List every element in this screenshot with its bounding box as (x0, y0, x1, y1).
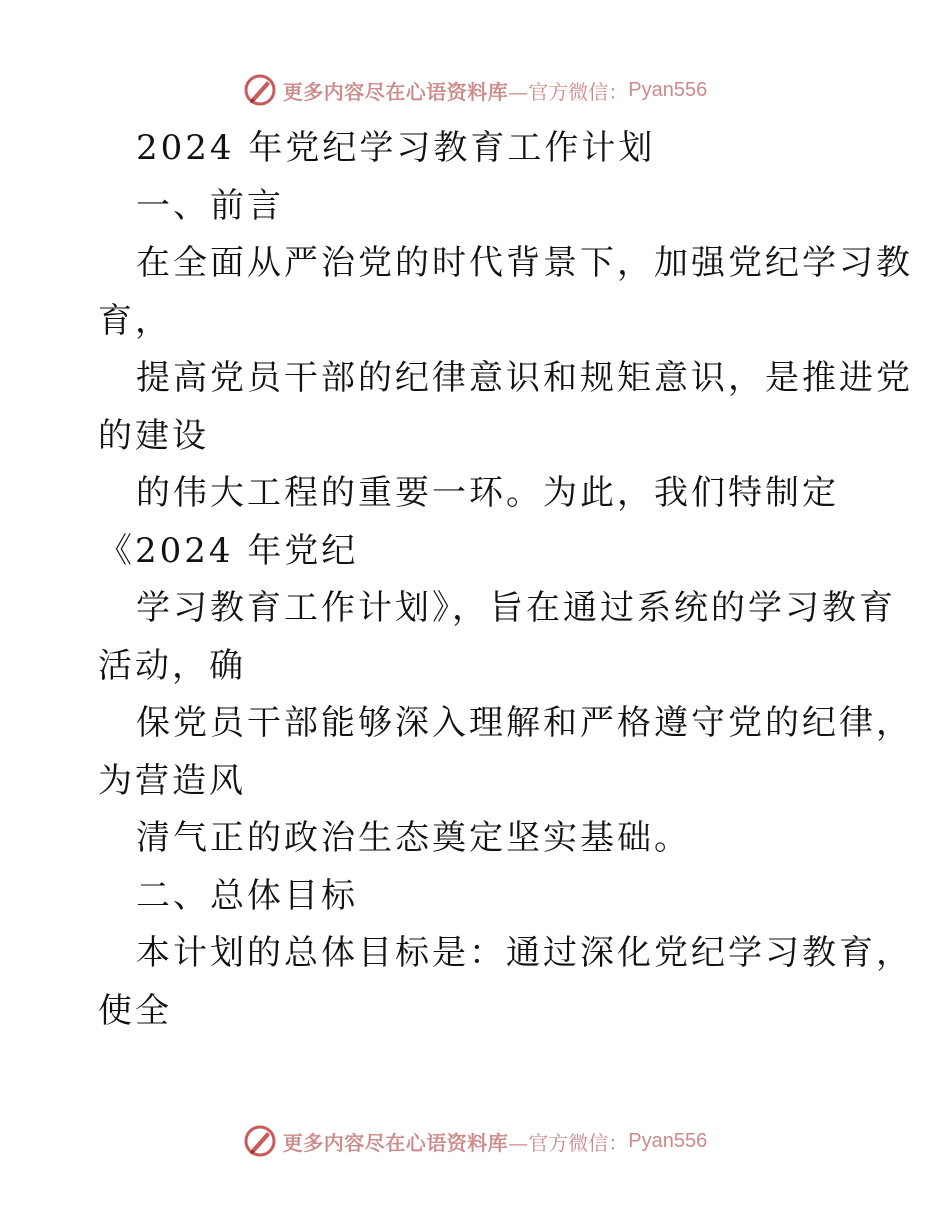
text-line: 的建设 (98, 415, 209, 456)
watermark-separator: —官方微信： (508, 79, 629, 104)
text-line: 《2024 年党纪 (98, 530, 359, 571)
header-watermark (0, 68, 950, 112)
text-line: 为营造风 (98, 760, 246, 801)
text-line: 本计划的总体目标是：通过深化党纪学习教育， (136, 933, 913, 973)
document-title: 2024 年党纪学习教育工作计划 (136, 128, 656, 168)
footer-watermark (0, 1119, 950, 1163)
text-line: 二、总体目标 (136, 875, 358, 916)
text-line: 育， (98, 300, 172, 341)
text-line: 提高党员干部的纪律意识和规矩意识，是推进党 (136, 358, 913, 398)
watermark-text: 更多内容尽在心语资料库 (282, 79, 509, 104)
text-line: 活动，确 (98, 645, 246, 686)
watermark-separator: —官方微信： (508, 1130, 629, 1155)
pen-logo-icon (243, 73, 277, 107)
watermark-wechat-id: Pyan556 (628, 1129, 708, 1152)
document-body (98, 120, 913, 1040)
pen-logo-icon (243, 1124, 277, 1158)
text-line: 使全 (98, 990, 172, 1031)
text-line: 在全面从严治党的时代背景下，加强党纪学习教 (136, 243, 913, 283)
text-line: 一、前言 (136, 185, 284, 226)
text-line: 保党员干部能够深入理解和严格遵守党的纪律， (136, 703, 913, 743)
text-line: 清气正的政治生态奠定坚实基础。 (136, 818, 691, 858)
watermark-text: 更多内容尽在心语资料库 (282, 1130, 509, 1155)
text-line: 学习教育工作计划》，旨在通过系统的学习教育 (136, 588, 896, 628)
watermark-wechat-id: Pyan556 (628, 78, 708, 101)
paragraph-lines (98, 178, 913, 1041)
text-line: 的伟大工程的重要一环。为此，我们特制定 (136, 473, 839, 513)
